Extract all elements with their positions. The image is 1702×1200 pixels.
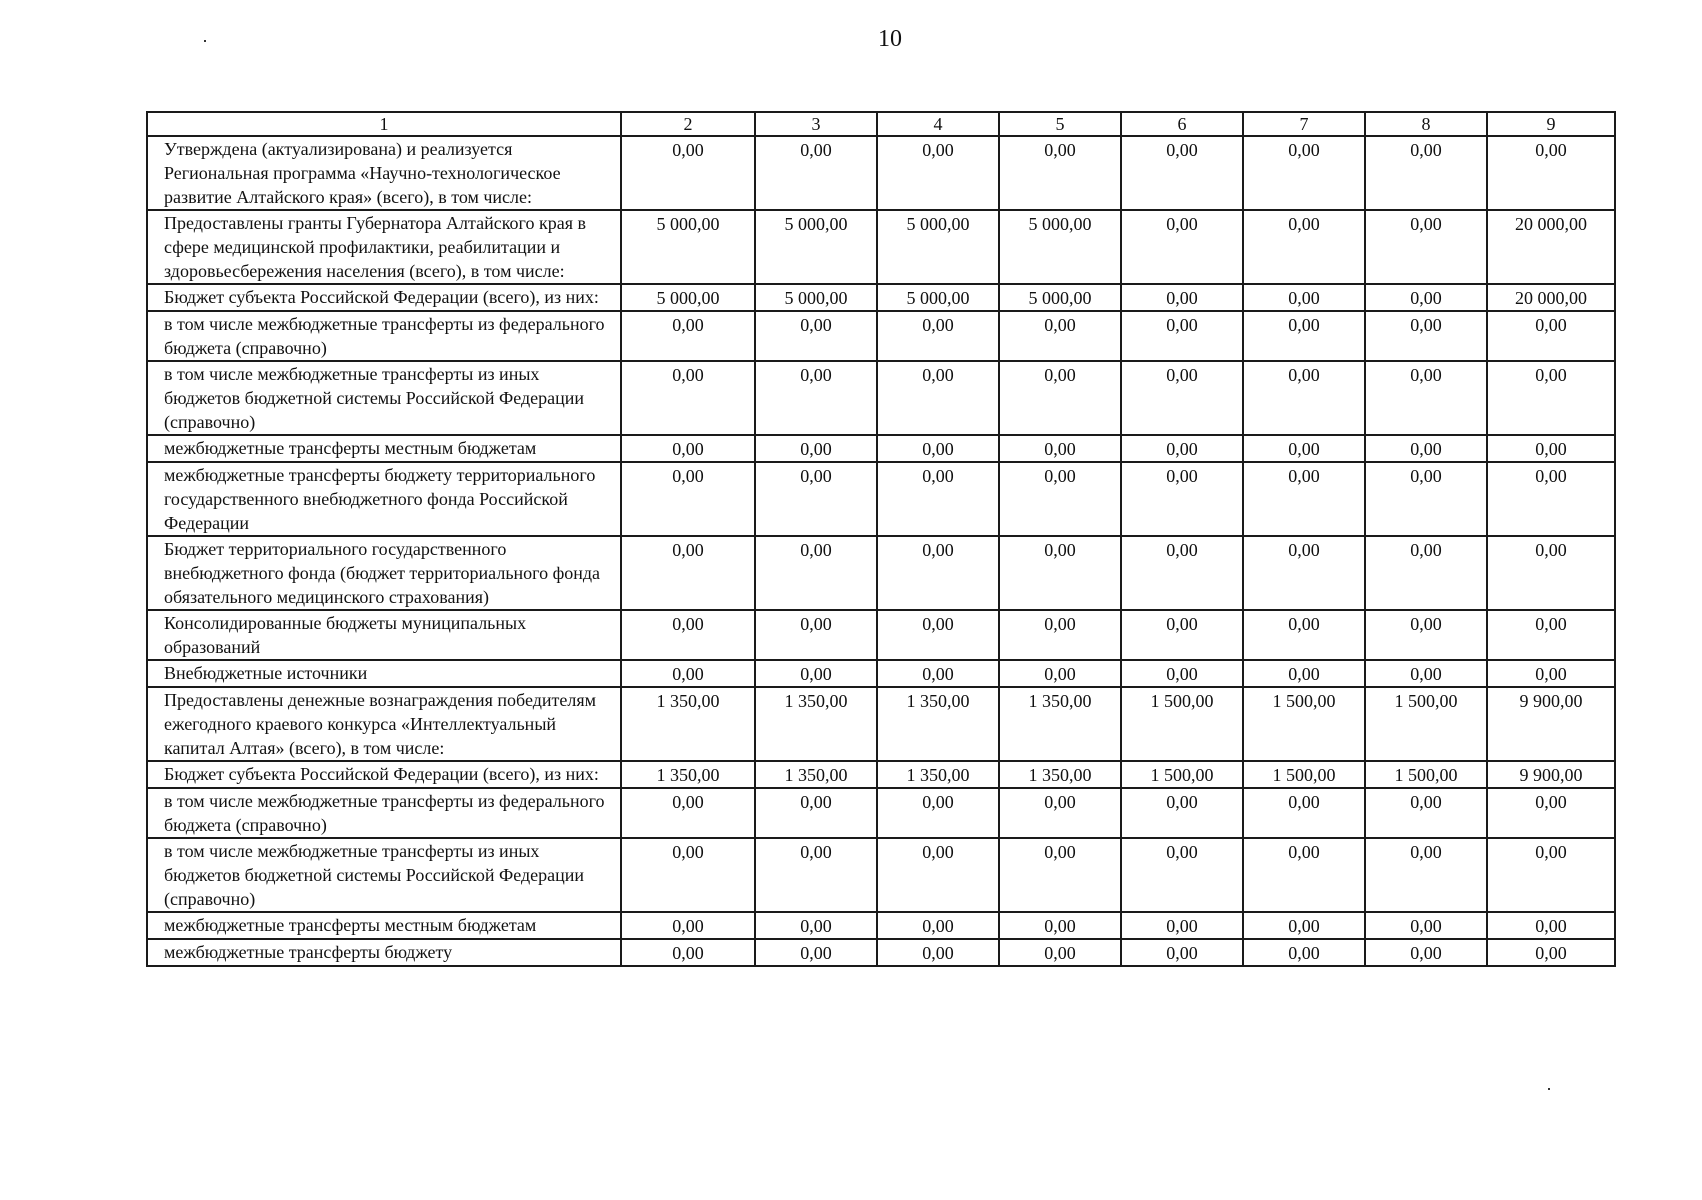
row-label: Предоставлены гранты Губернатора Алтайского края в сфере медицинской профилактики, реабилитации и здоровьесбережения населения (всего), в том числе:: [147, 210, 621, 284]
value-cell: 0,00: [755, 788, 877, 838]
value-cell: 1 500,00: [1243, 761, 1365, 788]
row-label: Консолидированные бюджеты муниципальных образований: [147, 610, 621, 660]
value-cell: 1 350,00: [877, 761, 999, 788]
value-cell: 0,00: [999, 610, 1121, 660]
scan-speck: [204, 40, 206, 42]
value-cell: 0,00: [1365, 311, 1487, 361]
table-row: [147, 912, 1615, 939]
value-cell: 0,00: [621, 912, 755, 939]
table-row: [147, 788, 1615, 838]
value-cell: 0,00: [1121, 435, 1243, 462]
value-cell: 0,00: [1487, 435, 1615, 462]
row-label: Бюджет субъекта Российской Федерации (всего), из них:: [147, 761, 621, 788]
row-label: в том числе межбюджетные трансферты из иных бюджетов бюджетной системы Российской Федерации (справочно): [147, 838, 621, 912]
value-cell: 0,00: [1365, 838, 1487, 912]
value-cell: 0,00: [755, 610, 877, 660]
table-row: [147, 610, 1615, 660]
row-label: Утверждена (актуализирована) и реализуется Региональная программа «Научно-технологическое развитие Алтайского края» (всего), в том числе:: [147, 136, 621, 210]
value-cell: 0,00: [999, 939, 1121, 966]
value-cell: 0,00: [877, 610, 999, 660]
value-cell: 1 350,00: [621, 687, 755, 761]
value-cell: 0,00: [1243, 660, 1365, 687]
value-cell: 0,00: [1121, 210, 1243, 284]
value-cell: 0,00: [755, 536, 877, 610]
value-cell: 5 000,00: [877, 284, 999, 311]
row-label: Предоставлены денежные вознаграждения победителям ежегодного краевого конкурса «Интеллектуальный капитал Алтая» (всего), в том числе:: [147, 687, 621, 761]
value-cell: 0,00: [1121, 462, 1243, 536]
row-label: Внебюджетные источники: [147, 660, 621, 687]
value-cell: 0,00: [999, 462, 1121, 536]
value-cell: 0,00: [1487, 838, 1615, 912]
value-cell: 0,00: [1121, 939, 1243, 966]
value-cell: 0,00: [877, 361, 999, 435]
value-cell: 0,00: [1121, 660, 1243, 687]
value-cell: 5 000,00: [621, 284, 755, 311]
table-row: [147, 435, 1615, 462]
table-row: [147, 210, 1615, 284]
value-cell: 9 900,00: [1487, 687, 1615, 761]
value-cell: 0,00: [1243, 610, 1365, 660]
column-number: 3: [755, 112, 877, 136]
value-cell: 0,00: [1121, 788, 1243, 838]
table-row: [147, 838, 1615, 912]
value-cell: 0,00: [755, 136, 877, 210]
value-cell: 0,00: [1487, 136, 1615, 210]
value-cell: 0,00: [1487, 660, 1615, 687]
value-cell: 0,00: [877, 435, 999, 462]
column-number: 6: [1121, 112, 1243, 136]
table-row: [147, 311, 1615, 361]
value-cell: 5 000,00: [999, 210, 1121, 284]
value-cell: 0,00: [1365, 361, 1487, 435]
value-cell: 0,00: [1487, 610, 1615, 660]
value-cell: 0,00: [1365, 660, 1487, 687]
value-cell: 0,00: [1365, 284, 1487, 311]
value-cell: 0,00: [1365, 136, 1487, 210]
table-row: [147, 761, 1615, 788]
value-cell: 0,00: [621, 788, 755, 838]
value-cell: 0,00: [1365, 912, 1487, 939]
value-cell: 0,00: [1243, 361, 1365, 435]
value-cell: 0,00: [1365, 435, 1487, 462]
value-cell: 1 500,00: [1121, 687, 1243, 761]
value-cell: 0,00: [1487, 311, 1615, 361]
value-cell: 0,00: [1121, 536, 1243, 610]
table-row: [147, 687, 1615, 761]
value-cell: 1 350,00: [999, 761, 1121, 788]
column-number: 7: [1243, 112, 1365, 136]
value-cell: 0,00: [755, 912, 877, 939]
value-cell: 0,00: [999, 536, 1121, 610]
value-cell: 5 000,00: [999, 284, 1121, 311]
value-cell: 0,00: [999, 838, 1121, 912]
value-cell: 0,00: [999, 912, 1121, 939]
column-number: 4: [877, 112, 999, 136]
value-cell: 0,00: [755, 435, 877, 462]
value-cell: 0,00: [621, 136, 755, 210]
row-label: в том числе межбюджетные трансферты из федерального бюджета (справочно): [147, 788, 621, 838]
page-number: 10: [878, 26, 902, 52]
value-cell: 20 000,00: [1487, 210, 1615, 284]
value-cell: 0,00: [877, 788, 999, 838]
value-cell: 0,00: [877, 912, 999, 939]
value-cell: 0,00: [999, 660, 1121, 687]
column-number: 8: [1365, 112, 1487, 136]
value-cell: 1 500,00: [1121, 761, 1243, 788]
value-cell: 0,00: [1243, 788, 1365, 838]
value-cell: 0,00: [1243, 435, 1365, 462]
value-cell: 0,00: [877, 939, 999, 966]
value-cell: 0,00: [1243, 838, 1365, 912]
row-label: Бюджет субъекта Российской Федерации (всего), из них:: [147, 284, 621, 311]
value-cell: 5 000,00: [877, 210, 999, 284]
value-cell: 0,00: [1487, 788, 1615, 838]
value-cell: 0,00: [999, 435, 1121, 462]
value-cell: 0,00: [755, 311, 877, 361]
value-cell: 0,00: [877, 660, 999, 687]
column-number-row: [147, 112, 1615, 136]
row-label: в том числе межбюджетные трансферты из иных бюджетов бюджетной системы Российской Федерации (справочно): [147, 361, 621, 435]
value-cell: 1 500,00: [1243, 687, 1365, 761]
value-cell: 0,00: [1365, 462, 1487, 536]
value-cell: 0,00: [1243, 284, 1365, 311]
value-cell: 1 350,00: [999, 687, 1121, 761]
value-cell: 0,00: [1487, 536, 1615, 610]
value-cell: 0,00: [1243, 462, 1365, 536]
value-cell: 0,00: [1365, 939, 1487, 966]
column-number: 9: [1487, 112, 1615, 136]
value-cell: 0,00: [1121, 838, 1243, 912]
value-cell: 0,00: [1487, 912, 1615, 939]
value-cell: 9 900,00: [1487, 761, 1615, 788]
table-row: [147, 660, 1615, 687]
value-cell: 0,00: [1243, 311, 1365, 361]
column-number: 1: [147, 112, 621, 136]
value-cell: 5 000,00: [621, 210, 755, 284]
table-row: [147, 284, 1615, 311]
row-label: в том числе межбюджетные трансферты из федерального бюджета (справочно): [147, 311, 621, 361]
table-row: [147, 136, 1615, 210]
value-cell: 0,00: [755, 838, 877, 912]
value-cell: 0,00: [1121, 610, 1243, 660]
value-cell: 0,00: [999, 361, 1121, 435]
column-number: 2: [621, 112, 755, 136]
table-row: [147, 462, 1615, 536]
value-cell: 0,00: [877, 462, 999, 536]
value-cell: 0,00: [1365, 210, 1487, 284]
value-cell: 0,00: [1365, 536, 1487, 610]
value-cell: 0,00: [1487, 361, 1615, 435]
value-cell: 0,00: [621, 610, 755, 660]
scan-speck: [1548, 1088, 1550, 1090]
table-body: [147, 136, 1615, 966]
value-cell: 1 500,00: [1365, 761, 1487, 788]
value-cell: 5 000,00: [755, 210, 877, 284]
value-cell: 0,00: [755, 939, 877, 966]
value-cell: 0,00: [755, 660, 877, 687]
value-cell: 1 350,00: [621, 761, 755, 788]
value-cell: 0,00: [877, 136, 999, 210]
table-row: [147, 939, 1615, 966]
row-label: межбюджетные трансферты местным бюджетам: [147, 912, 621, 939]
value-cell: 0,00: [1121, 361, 1243, 435]
value-cell: 0,00: [1487, 462, 1615, 536]
value-cell: 1 350,00: [755, 761, 877, 788]
value-cell: 0,00: [1121, 912, 1243, 939]
value-cell: 0,00: [621, 660, 755, 687]
value-cell: 1 500,00: [1365, 687, 1487, 761]
value-cell: 0,00: [999, 311, 1121, 361]
value-cell: 0,00: [877, 838, 999, 912]
row-label: межбюджетные трансферты бюджету: [147, 939, 621, 966]
value-cell: 5 000,00: [755, 284, 877, 311]
row-label: межбюджетные трансферты местным бюджетам: [147, 435, 621, 462]
value-cell: 0,00: [1243, 536, 1365, 610]
value-cell: 0,00: [755, 361, 877, 435]
value-cell: 0,00: [1121, 284, 1243, 311]
value-cell: 0,00: [1487, 939, 1615, 966]
value-cell: 0,00: [621, 311, 755, 361]
value-cell: 0,00: [621, 462, 755, 536]
value-cell: 0,00: [1121, 311, 1243, 361]
value-cell: 0,00: [1243, 136, 1365, 210]
value-cell: 1 350,00: [877, 687, 999, 761]
row-label: Бюджет территориального государственного внебюджетного фонда (бюджет территориального фонда обязательного медицинского страхования): [147, 536, 621, 610]
value-cell: 0,00: [999, 136, 1121, 210]
row-label: межбюджетные трансферты бюджету территориального государственного внебюджетного фонда Российской Федерации: [147, 462, 621, 536]
value-cell: 0,00: [1121, 136, 1243, 210]
value-cell: 0,00: [621, 838, 755, 912]
financing-table: [146, 111, 1616, 967]
value-cell: 20 000,00: [1487, 284, 1615, 311]
value-cell: 0,00: [877, 311, 999, 361]
value-cell: 0,00: [1365, 788, 1487, 838]
table-row: [147, 536, 1615, 610]
value-cell: 0,00: [1243, 210, 1365, 284]
value-cell: 0,00: [1243, 912, 1365, 939]
value-cell: 0,00: [755, 462, 877, 536]
value-cell: 0,00: [1365, 610, 1487, 660]
table-row: [147, 361, 1615, 435]
value-cell: 0,00: [621, 435, 755, 462]
column-number: 5: [999, 112, 1121, 136]
value-cell: 0,00: [1243, 939, 1365, 966]
value-cell: 1 350,00: [755, 687, 877, 761]
value-cell: 0,00: [877, 536, 999, 610]
value-cell: 0,00: [621, 939, 755, 966]
value-cell: 0,00: [999, 788, 1121, 838]
value-cell: 0,00: [621, 361, 755, 435]
value-cell: 0,00: [621, 536, 755, 610]
